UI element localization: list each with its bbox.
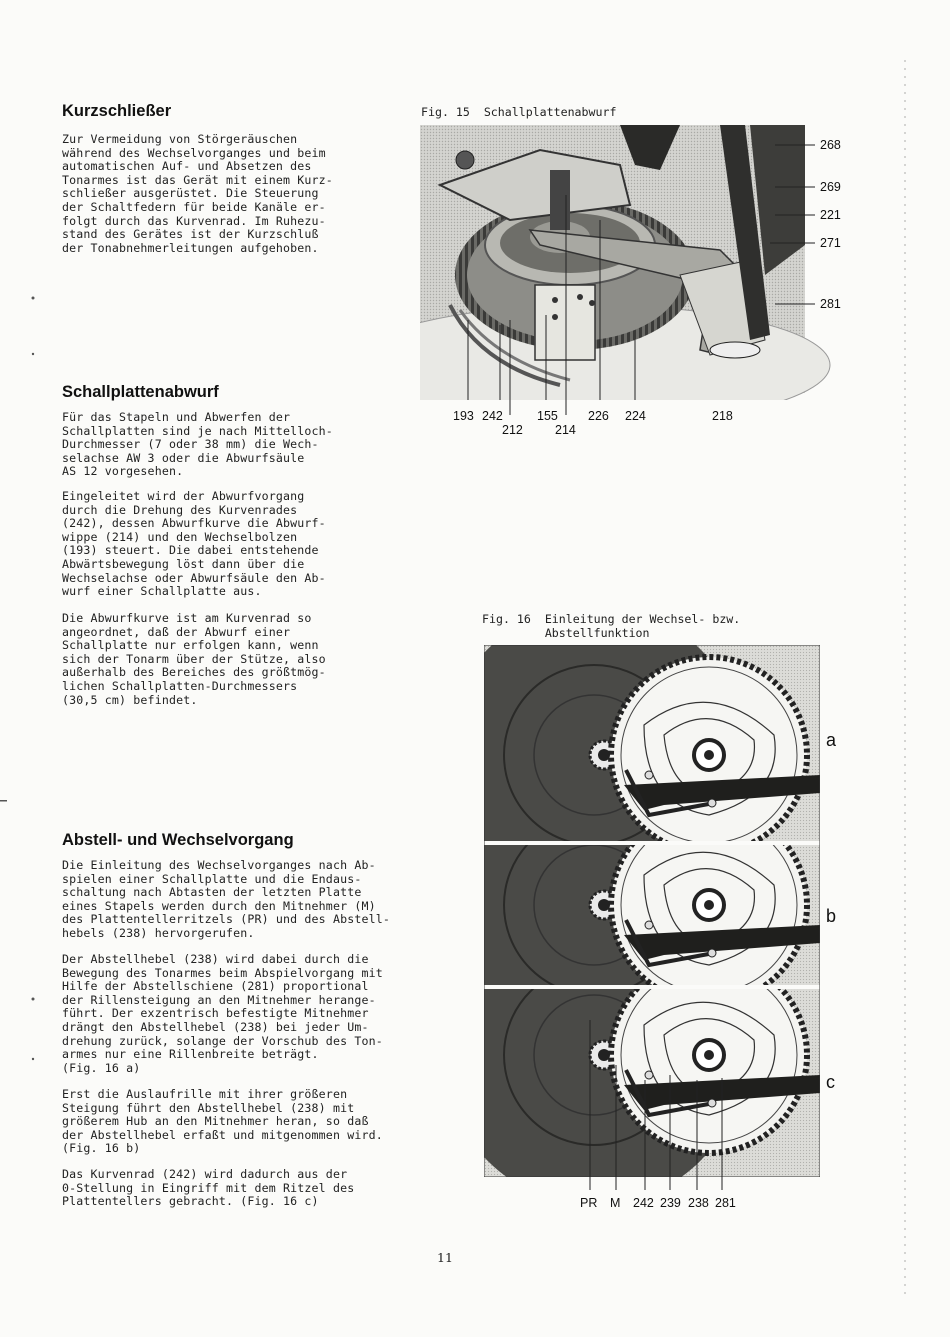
heading-schallplattenabwurf: Schallplattenabwurf (62, 383, 219, 401)
fig16-label-pr: PR (580, 1196, 598, 1210)
heading-kurzschliesser: Kurzschließer (62, 102, 172, 120)
paragraph-abwurf-3: Die Abwurfkurve ist am Kurvenrad so angeordnet, daß der Abwurf einer Schallplatte nur erfolgen kann, wenn sich der Tonarm über der Stütze, also außerhalb des Bereiches des größtmög- lichen Schallplatten-Durchmessers (30,5 cm) befindet. (62, 611, 326, 707)
fig15-label-226: 226 (588, 409, 609, 423)
paragraph-abwurf-2: Eingeleitet wird der Abwurfvorgang durch die Drehung des Kurvenrades (242), dessen Abwurfkurve die Abwurf- wippe (214) und den Wechselbolzen (193) steuert. Die dabei entstehende Abwärtsbewegung löst dann über die Wechselachse oder Abwurfsäule den Ab- wurf einer Schallplatte aus. (62, 489, 326, 599)
fig16-panel-letter-c: c (826, 1072, 835, 1092)
fig15-caption: Fig. 15 Schallplattenabwurf (421, 105, 617, 119)
paragraph-abwurf-1: Für das Stapeln und Abwerfen der Schallplatten sind je nach Mittelloch- Durchmesser (7 oder 38 mm) die Wech- selachse AW 3 oder die Abwurfsäule AS 12 vorgesehen. (62, 410, 333, 479)
fig15-label-224: 224 (625, 409, 646, 423)
fig15-label-269: 269 (820, 180, 841, 194)
paragraph-abstell-1: Die Einleitung des Wechselvorganges nach Ab- spielen einer Schallplatte und die Endaus- schaltung nach Abtasten der letzten Platte eines Stapels werden durch den Mitnehmer (M) des Plattentellerritzels (PR) und des Abstell- hebels (238) hervorgerufen. (62, 858, 390, 940)
fig15-label-242: 242 (482, 409, 503, 423)
fig16-label-281: 281 (715, 1196, 736, 1210)
fig16-caption: Fig. 16 Einleitung der Wechsel- bzw. Abstellfunktion (482, 612, 741, 640)
fig15-label-221: 221 (820, 208, 841, 222)
fig16-label-m: M (610, 1196, 621, 1210)
paragraph-kurzschliesser: Zur Vermeidung von Störgeräuschen während des Wechselvorganges und beim automatischen Auf- und Absetzen des Tonarmes ist das Gerät mit einem Kurz- schließer ausgerüstet. Die Steuerung der Schaltfedern für beide Kanäle er- folgt durch das Kurvenrad. Im Ruhezu- stand des Gerätes ist der Kurzschluß der Tonabnehmerleitungen aufgehoben. (62, 132, 333, 255)
fig16-label-238: 238 (688, 1196, 709, 1210)
paragraph-abstell-3: Erst die Auslaufrille mit ihrer größeren Steigung führt den Abstellhebel (238) mit größerem Hub an den Mitnehmer heran, so daß der Abstellhebel erfaßt und mitgenommen wird. (Fig. 16 b) (62, 1087, 383, 1156)
fig16-panel-letter-a: a (826, 730, 837, 750)
fig15-label-218: 218 (712, 409, 733, 423)
fig15-label-155: 155 (537, 409, 558, 423)
fig15-label-214: 214 (555, 423, 576, 437)
fig15-label-281: 281 (820, 297, 841, 311)
paragraph-abstell-4: Das Kurvenrad (242) wird dadurch aus der 0-Stellung in Eingriff mit dem Ritzel des Plattentellers gebracht. (Fig. 16 c) (62, 1167, 355, 1209)
fig15-label-268: 268 (820, 138, 841, 152)
fig15-label-212: 212 (502, 423, 523, 437)
fig15-label-271: 271 (820, 236, 841, 250)
fig16-panel-letter-b: b (826, 906, 837, 926)
page-number: 11 (437, 1250, 453, 1265)
fig15-label-193: 193 (453, 409, 474, 423)
paragraph-abstell-2: Der Abstellhebel (238) wird dabei durch die Bewegung des Tonarmes beim Abspielvorgang mit Hilfe der Abstellschiene (281) proportional der Rillensteigung an den Mitnehmer herange- führt. Der exzentrisch befestigte Mitnehmer drängt den Abstellhebel (238) bei jeder Um- drehung zurück, solange der Vorschub des Ton- armes nur eine Rillenbreite beträgt. (Fig. 16 a) (62, 952, 383, 1075)
fig16-label-239: 239 (660, 1196, 681, 1210)
heading-abstell: Abstell- und Wechselvorgang (62, 831, 294, 849)
fig16-label-242: 242 (633, 1196, 654, 1210)
